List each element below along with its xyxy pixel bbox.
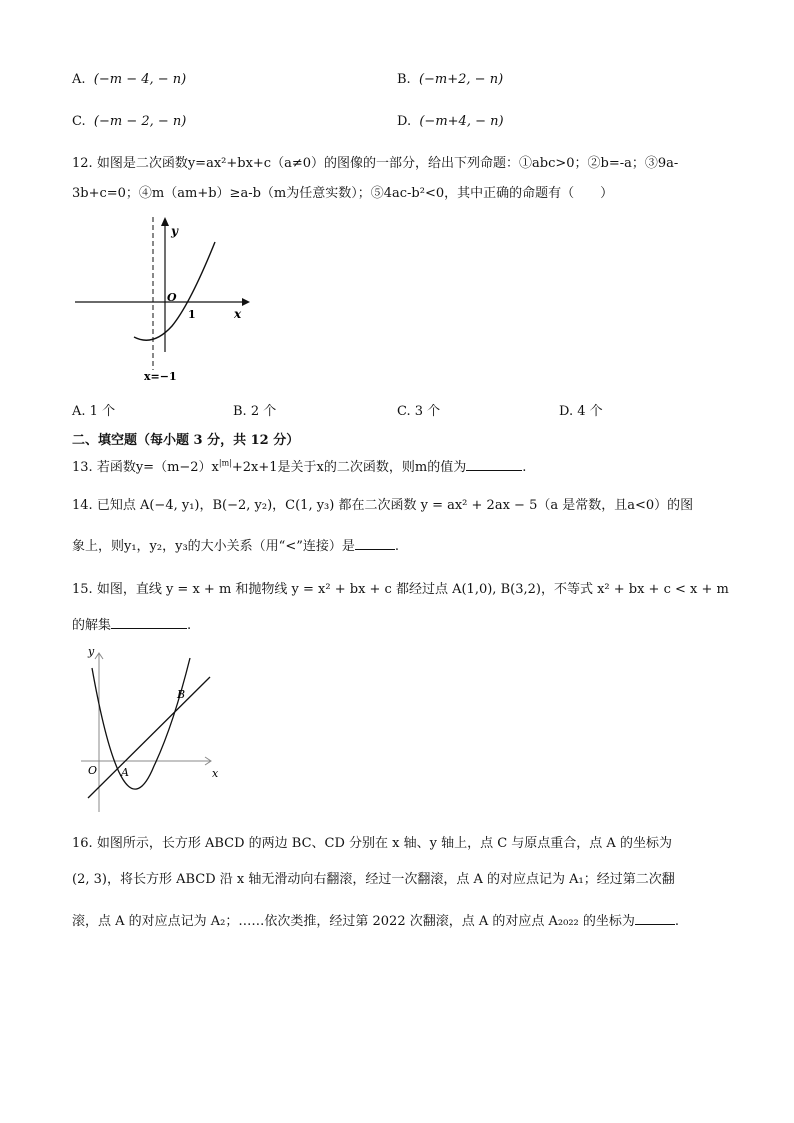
q15-y-label: y bbox=[88, 645, 95, 658]
q15-line-parabola-graph bbox=[76, 640, 226, 818]
q14-answer-blank bbox=[355, 537, 395, 550]
q12-y-arrow bbox=[161, 217, 169, 226]
q11-option-c: C. (−m − 2, − n) bbox=[72, 114, 187, 129]
q15-answer-blank bbox=[111, 616, 187, 629]
q12-symmetry-label: x=−1 bbox=[144, 370, 177, 383]
q12-option-a: A. 1 个 bbox=[72, 404, 116, 419]
q15-b-label: B bbox=[177, 688, 186, 701]
q12-y-label: y bbox=[171, 224, 178, 238]
q12-parabola-graph bbox=[70, 212, 260, 392]
q15-a-label: A bbox=[121, 766, 129, 779]
q15-x-label: x bbox=[212, 767, 219, 780]
q12-x-label: x bbox=[234, 307, 242, 321]
q15-line1: 15. 如图，直线 y = x + m 和抛物线 y = x² + bx + c 都经过点 A(1,0), B(3,2)，不等式 x² + bx + c < x + m bbox=[72, 582, 729, 597]
q15-line bbox=[88, 677, 210, 798]
q16-answer-blank bbox=[635, 912, 675, 925]
q12-option-d: D. 4 个 bbox=[559, 404, 603, 419]
q16-line1: 16. 如图所示，长方形 ABCD 的两边 BC、CD 分别在 x 轴、y 轴上，点 C 与原点重合，点 A 的坐标为 bbox=[72, 836, 672, 851]
q12-line1: 12. 如图是二次函数y=ax²+bx+c（a≠0）的图像的一部分，给出下列命题：①abc>0；②b=-a；③9a- bbox=[72, 156, 679, 171]
q12-x-arrow bbox=[242, 298, 250, 306]
q12-option-c: C. 3 个 bbox=[397, 404, 441, 419]
q16-line3: 滚，点 A 的对应点记为 A₂；……依次类推，经过第 2022 次翻滚，点 A 的对应点 A₂₀₂₂ 的坐标为 . bbox=[72, 914, 680, 929]
q14-line2: 象上，则y₁，y₂，y₃的大小关系（用“<”连接）是 . bbox=[72, 539, 399, 554]
q13-answer-blank bbox=[466, 458, 522, 471]
q16-line2: (2, 3)，将长方形 ABCD 沿 x 轴无滑动向右翻滚，经过一次翻滚，点 A 的对应点记为 A₁；经过第二次翻 bbox=[72, 872, 675, 887]
q15-origin-label: O bbox=[88, 764, 98, 777]
q12-origin-label: O bbox=[167, 291, 177, 304]
q11-option-a: A. (−m − 4, − n) bbox=[72, 72, 187, 87]
q11-option-d: D. (−m+4, − n) bbox=[397, 114, 504, 129]
q12-option-b: B. 2 个 bbox=[233, 404, 277, 419]
section-2-title: 二、填空题（每小题 3 分，共 12 分） bbox=[72, 433, 300, 448]
q15-line2: 的解集 . bbox=[72, 618, 192, 633]
q13-line: 13. 若函数$y=(m-2)x^{|m|}+2x+1$是关于x的二次函数，则m的值为 . bbox=[72, 458, 527, 475]
q14-line1: 14. 已知点 A(−4, y₁)，B(−2, y₂)，C(1, y₃) 都在二次函数 y = ax² + 2ax − 5（a 是常数，且a<0）的图 bbox=[72, 498, 694, 513]
q12-one-label: 1 bbox=[188, 308, 196, 321]
q11-option-b: B. (−m+2, − n) bbox=[397, 72, 504, 87]
q15-parabola bbox=[92, 658, 190, 789]
q12-line2: 3b+c=0；④m（am+b）≥a-b（m为任意实数）；⑤4ac-b²<0，其中正确的命题有（ ） bbox=[72, 186, 614, 201]
